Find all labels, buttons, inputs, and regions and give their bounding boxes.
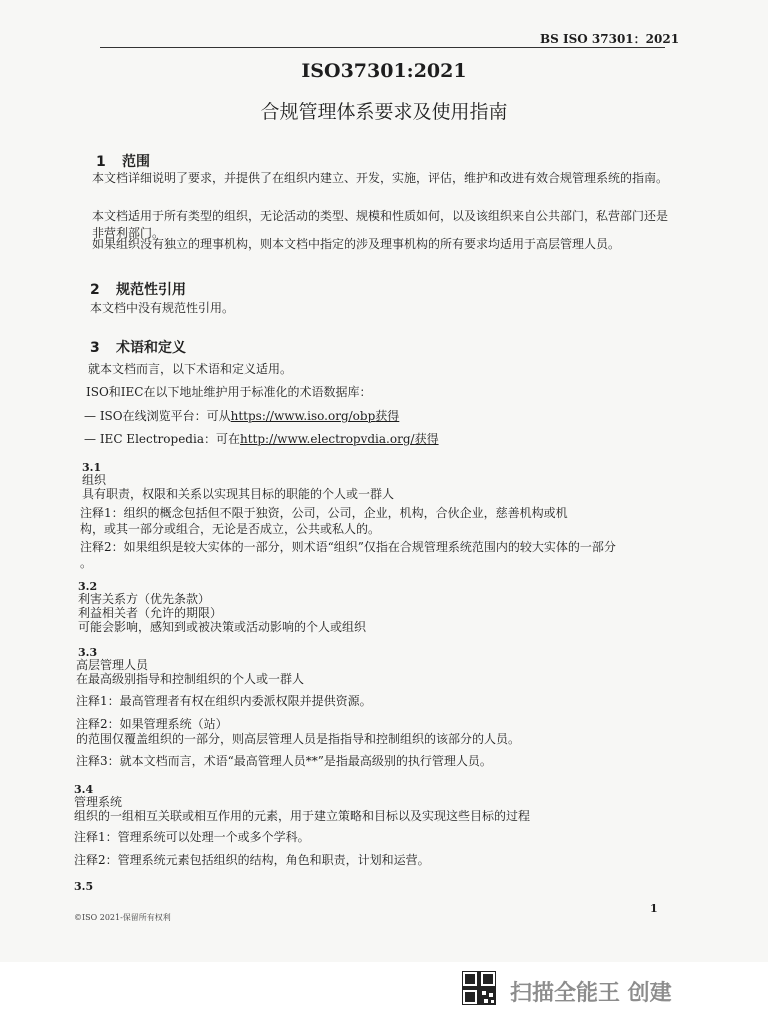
section-1-paragraph-3: 如果组织没有独立的理事机构，则本文档中指定的涉及理事机构的所有要求均适用于高层管理人员。 — [92, 237, 621, 251]
term-3-3-definition: 在最高级别指导和控制组织的个人或一群人 — [76, 672, 305, 686]
term-3-4-note-1: 注释1：管理系统可以处理一个或多个学科。 — [74, 830, 310, 844]
section-title: 规范性引用 — [116, 282, 186, 298]
section-1-paragraph-1: 本文档详细说明了要求，并提供了在组织内建立、开发，实施，评估，维护和改进有效合规管理系统的指南。 — [92, 171, 669, 185]
term-3-4-number: 3.4 — [74, 783, 94, 796]
term-3-3-number: 3.3 — [78, 646, 98, 659]
section-number: 3 — [90, 340, 100, 356]
section-3-paragraph-1: 就本文档而言，以下术语和定义适用。 — [88, 362, 293, 376]
term-3-3-note-2-line-2: 的范围仅覆盖组织的一部分，则高层管理人员是指指导和控制组织的该部分的人员。 — [76, 732, 521, 746]
iec-electropedia-bullet — [84, 431, 439, 448]
header-standard-code: BS ISO 37301：2021 — [540, 32, 680, 46]
term-3-2-definition: 可能会影响，感知到或被决策或活动影响的个人或组织 — [78, 620, 367, 634]
bullet-suffix: 获得 — [414, 432, 439, 446]
bullet-text: — IEC Electropedia：可在 — [84, 432, 240, 446]
term-3-3-note-3: 注释3：就本文档而言，术语“最高管理人员**”是指最高级别的执行管理人员。 — [76, 754, 492, 768]
header-rule — [100, 47, 665, 48]
scanner-watermark-text: 扫描全能王 创建 — [510, 981, 672, 1006]
section-3-heading — [90, 337, 186, 357]
section-title: 范围 — [122, 154, 150, 170]
iso-obp-bullet — [84, 408, 399, 425]
term-3-1-note-2: 注释2：如果组织是较大实体的一部分，则术语“组织”仅指在合规管理系统范围内的较大实体的一部分 — [80, 540, 616, 554]
section-number: 1 — [96, 154, 106, 170]
bullet-suffix: 获得 — [375, 409, 400, 423]
standard-number: ISO37301:2021 — [301, 60, 467, 82]
term-3-4-title: 管理系统 — [74, 795, 123, 809]
term-3-3-title: 高层管理人员 — [76, 658, 149, 672]
term-3-3-note-1: 注释1：最高管理者有权在组织内委派权限并提供资源。 — [76, 694, 372, 708]
term-3-2-number: 3.2 — [78, 580, 98, 593]
term-3-2-admitted-term: 利益相关者（允许的期限） — [78, 606, 223, 620]
term-3-1-definition: 具有职责，权限和关系以实现其目标的职能的个人或一群人 — [82, 487, 395, 501]
term-3-1-title: 组织 — [82, 473, 107, 487]
term-3-2-preferred-term: 利害关系方（优先条款） — [78, 592, 211, 606]
section-2-paragraph-1: 本文档中没有规范性引用。 — [90, 301, 235, 315]
term-3-3-note-2-line-1: 注释2：如果管理系统（站） — [76, 717, 228, 731]
term-3-1-note-2-end: 。 — [80, 556, 93, 570]
copyright-footer: ©ISO 2021-保留所有权利 — [74, 913, 171, 922]
section-1-heading — [96, 151, 150, 171]
section-title: 术语和定义 — [116, 340, 186, 356]
iec-electropedia-link[interactable]: http://www.electropvdia.org/ — [239, 432, 415, 446]
section-3-paragraph-2: ISO和IEC在以下地址维护用于标准化的术语数据库： — [86, 385, 372, 399]
page-number: 1 — [650, 902, 658, 915]
document-title: 合规管理体系要求及使用指南 — [260, 101, 508, 123]
term-3-1-note-1-line-1: 注释1：组织的概念包括但不限于独资，公司，公司，企业，机构，合伙企业，慈善机构或机 — [80, 506, 568, 520]
term-3-1-note-1-line-2: 构，或其一部分或组合，无论是否成立，公共或私人的。 — [80, 522, 381, 536]
term-3-4-definition: 组织的一组相互关联或相互作用的元素，用于建立策略和目标以及实现这些目标的过程 — [74, 809, 531, 823]
section-number: 2 — [90, 282, 100, 298]
term-3-4-note-2: 注释2：管理系统元素包括组织的结构，角色和职责，计划和运营。 — [74, 853, 430, 867]
section-1-paragraph-2: 本文档适用于所有类型的组织，无论活动的类型、规模和性质如何，以及该组织来自公共部门，私营部门还是非营利部门。 — [92, 209, 669, 240]
term-3-1-number: 3.1 — [82, 461, 102, 474]
bullet-text: — ISO在线浏览平台：可从 — [84, 409, 231, 423]
term-3-5-number: 3.5 — [74, 880, 94, 893]
iso-obp-link[interactable]: https://www.iso.org/obp — [230, 409, 376, 423]
qr-code-icon — [462, 971, 496, 1005]
section-2-heading — [90, 279, 186, 299]
